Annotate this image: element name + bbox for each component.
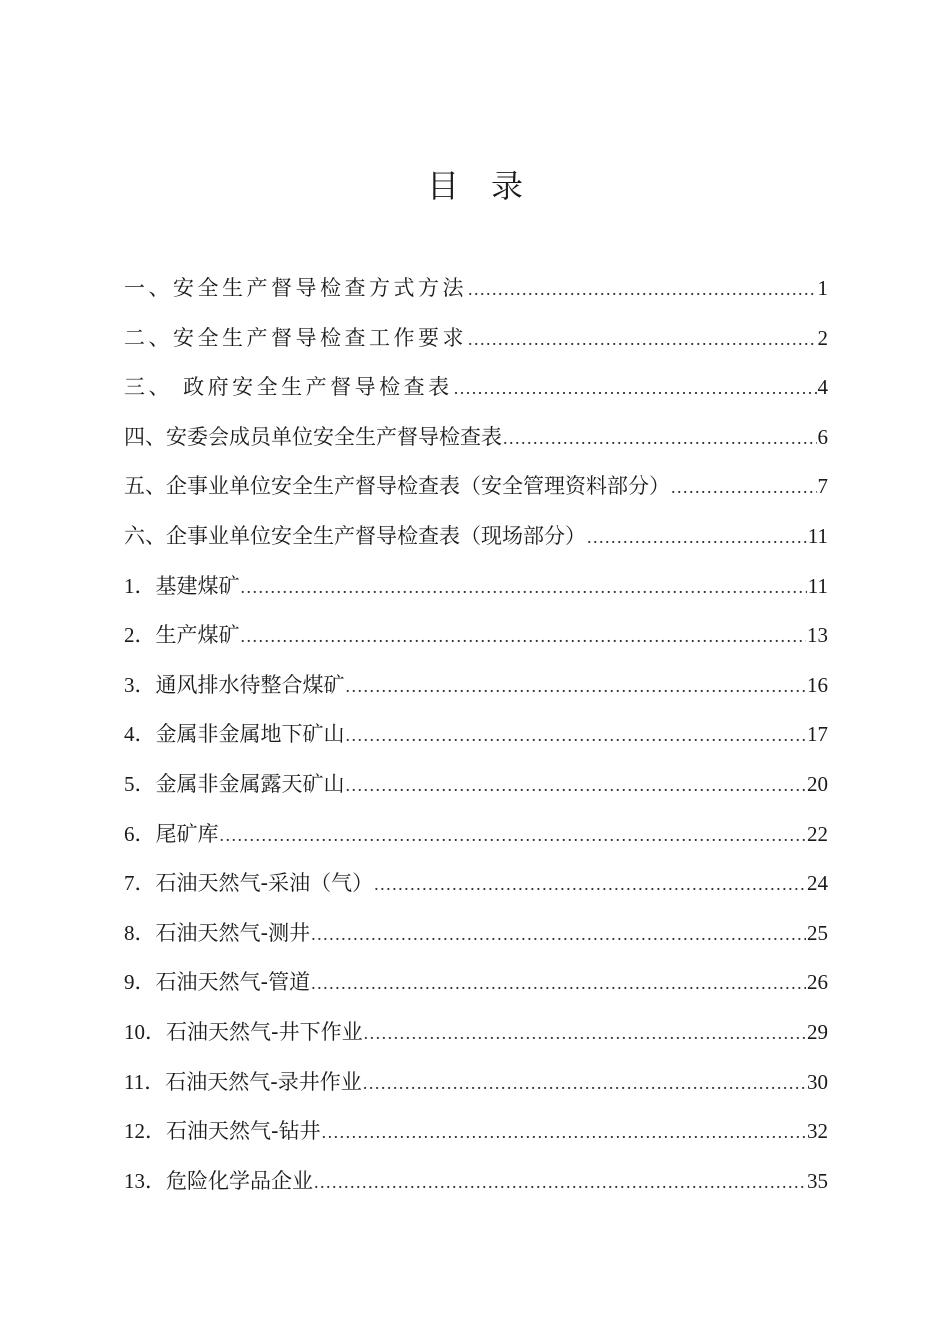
- dot-leader: [454, 364, 817, 414]
- toc-entry[interactable]: [124, 958, 828, 1008]
- toc-entry[interactable]: [124, 363, 828, 413]
- toc-entry-page: 22: [807, 821, 828, 846]
- dot-leader: [346, 761, 807, 811]
- toc-entry-number: 2．: [124, 623, 156, 648]
- dot-leader: [311, 910, 806, 960]
- toc-entry-number: 11．: [124, 1069, 166, 1094]
- table-of-contents: [124, 264, 828, 1206]
- toc-entry[interactable]: [124, 909, 828, 959]
- toc-entry-label: 三、 政府安全生产督导检查表: [124, 375, 453, 400]
- toc-entry-number: 9．: [124, 970, 156, 995]
- dot-leader: [220, 811, 807, 861]
- toc-entry[interactable]: [124, 1008, 828, 1058]
- toc-entry-number: 7．: [124, 871, 156, 896]
- toc-entry-label: 石油天然气-钻井: [166, 1119, 321, 1144]
- toc-entry-page: 25: [807, 920, 828, 945]
- toc-entry-page: 11: [807, 573, 828, 598]
- toc-entry-page: 6: [817, 424, 828, 449]
- toc-entry[interactable]: [124, 413, 828, 463]
- dot-leader: [311, 959, 806, 1009]
- dot-leader: [364, 1009, 806, 1059]
- toc-entry[interactable]: [124, 562, 828, 612]
- toc-entry[interactable]: [124, 859, 828, 909]
- toc-entry[interactable]: [124, 661, 828, 711]
- toc-entry-page: 11: [807, 523, 828, 548]
- toc-entry-number: 8．: [124, 920, 156, 945]
- dot-leader: [314, 1158, 806, 1208]
- toc-entry-label: 金属非金属地下矿山: [155, 722, 345, 747]
- toc-entry-label: 二、安全生产督导检查工作要求: [124, 325, 467, 350]
- toc-entry-page: 17: [807, 722, 828, 747]
- toc-entry-number: 13．: [124, 1168, 166, 1193]
- toc-entry-page: 29: [807, 1019, 828, 1044]
- dot-leader: [346, 662, 807, 712]
- toc-entry-page: 20: [807, 771, 828, 796]
- toc-entry-label: 生产煤矿: [155, 623, 240, 648]
- toc-entry-page: 1: [817, 276, 828, 300]
- toc-entry-label: 六、企事业单位安全生产督导检查表（现场部分）: [124, 523, 586, 548]
- toc-entry-label: 基建煤矿: [155, 573, 240, 598]
- toc-entry-label: 通风排水待整合煤矿: [155, 672, 345, 697]
- dot-leader: [503, 414, 817, 464]
- toc-entry[interactable]: [124, 264, 828, 314]
- toc-entry-label: 危险化学品企业: [166, 1168, 313, 1193]
- dot-leader: [374, 860, 806, 910]
- toc-entry-page: 30: [807, 1069, 828, 1094]
- dot-leader: [363, 1059, 806, 1109]
- toc-entry-page: 13: [807, 623, 828, 648]
- toc-entry-label: 石油天然气-录井作业: [165, 1069, 362, 1094]
- dot-leader: [671, 463, 817, 513]
- toc-entry[interactable]: [124, 462, 828, 512]
- toc-entry-label: 石油天然气-井下作业: [166, 1019, 363, 1044]
- toc-entry-page: 26: [807, 970, 828, 995]
- toc-entry[interactable]: [124, 512, 828, 562]
- toc-entry-label: 一、安全生产督导检查方式方法: [124, 276, 467, 300]
- dot-leader: [587, 513, 807, 563]
- toc-entry-page: 35: [807, 1168, 828, 1193]
- toc-entry[interactable]: [124, 1107, 828, 1157]
- toc-entry[interactable]: [124, 611, 828, 661]
- toc-entry-label: 金属非金属露天矿山: [155, 771, 345, 796]
- toc-entry-page: 4: [817, 375, 828, 400]
- toc-entry-label: 尾矿库: [155, 821, 219, 846]
- toc-entry-number: 10．: [124, 1019, 166, 1044]
- dot-leader: [468, 315, 817, 365]
- toc-entry[interactable]: [124, 1058, 828, 1108]
- toc-entry[interactable]: [124, 760, 828, 810]
- toc-entry-number: 6．: [124, 821, 156, 846]
- toc-entry-number: 5．: [124, 771, 156, 796]
- dot-leader: [241, 563, 807, 613]
- toc-entry-page: 2: [817, 325, 828, 350]
- toc-entry-page: 7: [817, 474, 828, 499]
- dot-leader: [322, 1108, 806, 1158]
- dot-leader: [346, 711, 807, 761]
- toc-entry-number: 3．: [124, 672, 156, 697]
- toc-entry[interactable]: [124, 710, 828, 760]
- toc-entry-label: 四、安委会成员单位安全生产督导检查表: [124, 424, 502, 449]
- toc-entry-page: 16: [807, 672, 828, 697]
- dot-leader: [468, 265, 817, 315]
- toc-entry-label: 石油天然气-采油（气）: [155, 871, 374, 896]
- toc-entry-number: 4．: [124, 722, 156, 747]
- toc-entry-label: 石油天然气-管道: [155, 970, 311, 995]
- dot-leader: [241, 612, 807, 662]
- toc-entry-label: 五、企事业单位安全生产督导检查表（安全管理资料部分）: [124, 474, 670, 499]
- toc-entry-page: 24: [807, 871, 828, 896]
- page-title: 目 录: [426, 167, 523, 205]
- toc-entry-label: 石油天然气-测井: [155, 920, 311, 945]
- toc-entry-page: 32: [807, 1119, 828, 1144]
- toc-entry[interactable]: [124, 314, 828, 364]
- toc-entry[interactable]: [124, 810, 828, 860]
- toc-entry-number: 12．: [124, 1119, 166, 1144]
- toc-entry[interactable]: [124, 1157, 828, 1207]
- toc-entry-number: 1．: [124, 573, 156, 598]
